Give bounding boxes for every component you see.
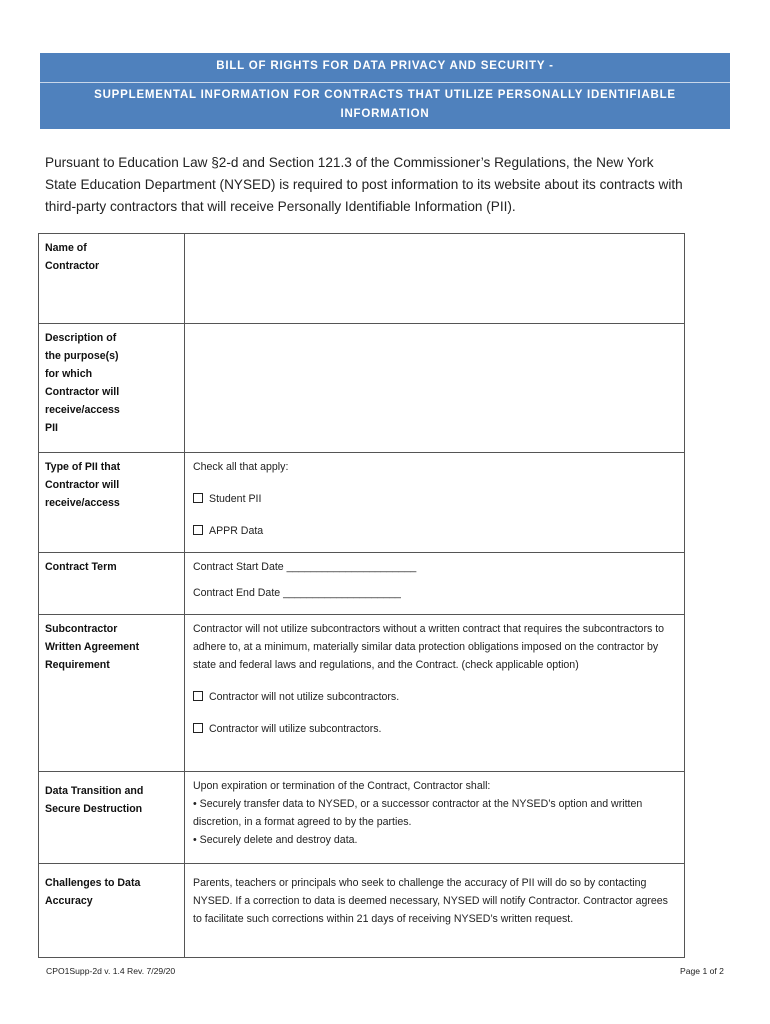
purpose-field[interactable]: [185, 324, 685, 453]
accuracy-label: Challenges to Data Accuracy: [39, 864, 185, 958]
accuracy-text: Parents, teachers or principals who seek to challenge the accuracy of PII will do so by contacting NYSED. If a correction to data is deemed necessary, NYSED will notify Contractor. Contractor agrees to facilitate such corrections within 21 days of receiving NYSED’s written request.: [185, 864, 685, 958]
row-accuracy: [39, 864, 685, 958]
use-subcontractors-label: Contractor will utilize subcontractors.: [209, 723, 382, 735]
row-data-transition: [39, 772, 685, 864]
appr-data-label: APPR Data: [209, 525, 264, 537]
no-subcontractors-option[interactable]: [193, 688, 674, 706]
banner-divider: [40, 82, 730, 83]
page-number: Page 1 of 2: [680, 966, 724, 976]
no-subcontractors-label: Contractor will not utilize subcontractors.: [209, 691, 400, 703]
contract-info-table: [38, 233, 685, 958]
subcontractor-cell: [185, 615, 685, 772]
row-contractor-name: [39, 234, 685, 324]
appr-data-option[interactable]: [193, 522, 674, 540]
contract-start-date[interactable]: Contract Start Date ______________________: [193, 561, 417, 573]
student-pii-checkbox[interactable]: [193, 493, 203, 503]
data-transition-bullet-1: • Securely transfer data to NYSED, or a successor contractor at the NYSED’s option and written discretion, in a format agreed to by the parties.: [193, 798, 643, 828]
contract-term-label: Contract Term: [39, 553, 185, 615]
student-pii-label: Student PII: [209, 493, 262, 505]
pii-type-cell: [185, 453, 685, 553]
row-contract-term: [39, 553, 685, 615]
data-transition-intro: Upon expiration or termination of the Contract, Contractor shall:: [193, 780, 491, 792]
title-banner: [40, 53, 730, 129]
contractor-name-label: Name of Contractor: [39, 234, 185, 324]
use-subcontractors-checkbox[interactable]: [193, 723, 203, 733]
pii-type-label: Type of PII that Contractor will receive/access: [39, 453, 185, 553]
subcontractor-label: Subcontractor Written Agreement Requirement: [39, 615, 185, 772]
student-pii-option[interactable]: [193, 490, 674, 508]
no-subcontractors-checkbox[interactable]: [193, 691, 203, 701]
data-transition-label: Data Transition and Secure Destruction: [39, 772, 185, 864]
intro-paragraph: Pursuant to Education Law §2-d and Section 121.3 of the Commissioner’s Regulations, the New York State Education Department (NYSED) is required to post information to its website about its contracts with third-party contractors that will receive Personally Identifiable Information (PII).: [45, 155, 683, 214]
appr-data-checkbox[interactable]: [193, 525, 203, 535]
pii-type-instruction: Check all that apply:: [193, 461, 289, 473]
form-version: CPO1Supp-2d v. 1.4 Rev. 7/29/20: [46, 966, 176, 976]
row-purpose: [39, 324, 685, 453]
contract-end-date[interactable]: Contract End Date ____________________: [193, 587, 401, 599]
purpose-label: Description of the purpose(s) for which Contractor will receive/access PII: [39, 324, 185, 453]
contract-term-cell: [185, 553, 685, 615]
row-subcontractor: [39, 615, 685, 772]
title-line-2: SUPPLEMENTAL INFORMATION FOR CONTRACTS THAT UTILIZE PERSONALLY IDENTIFIABLE INFORMATION: [94, 89, 676, 120]
use-subcontractors-option[interactable]: [193, 720, 674, 738]
subcontractor-text: Contractor will not utilize subcontractors without a written contract that requires the subcontractors to adhere to, at a minimum, materially similar data protection obligations imposed on the contractor by state and federal laws and regulations, and the Contract. (check applicable option): [193, 623, 665, 671]
data-transition-bullet-2: • Securely delete and destroy data.: [193, 834, 358, 846]
title-line-1: BILL OF RIGHTS FOR DATA PRIVACY AND SECURITY -: [216, 60, 554, 72]
row-pii-type: [39, 453, 685, 553]
data-transition-cell: [185, 772, 685, 864]
contractor-name-field[interactable]: [185, 234, 685, 324]
